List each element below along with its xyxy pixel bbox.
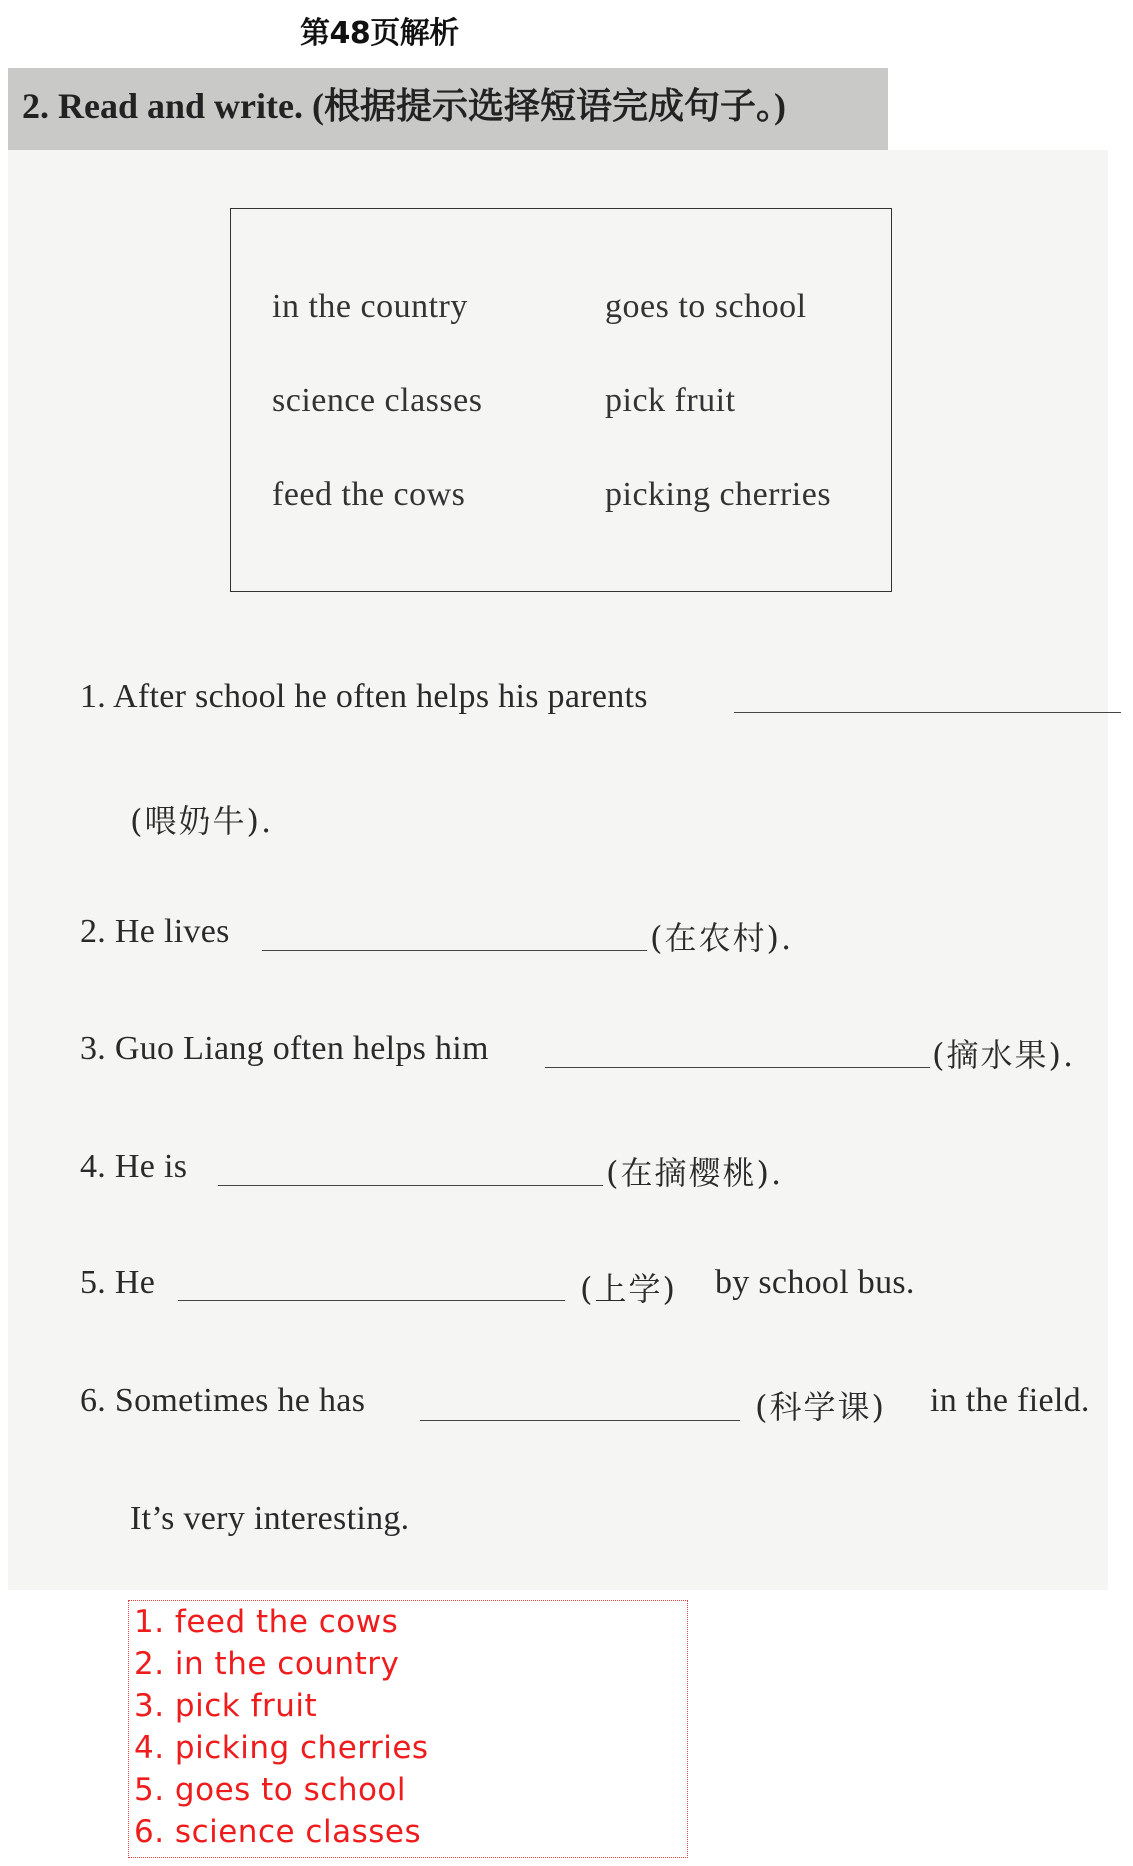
- sentence-4-hint: (在摘樱桃).: [606, 1154, 784, 1192]
- sentence-4-blank[interactable]: [218, 1185, 603, 1186]
- sentence-1-hint: (喂奶牛).: [130, 802, 274, 840]
- sentence-3-text: 3. Guo Liang often helps him: [80, 1030, 489, 1067]
- word-bank-phrase: science classes: [272, 382, 483, 419]
- answer-item: 3. pick fruit: [134, 1688, 318, 1724]
- sentence-3-hint: (摘水果).: [932, 1036, 1076, 1074]
- page-title: 第48页解析: [300, 16, 459, 51]
- sentence-1-blank[interactable]: [734, 712, 1121, 713]
- sentence-6-text: 6. Sometimes he has: [80, 1382, 366, 1419]
- answer-item: 1. feed the cows: [134, 1604, 399, 1640]
- sentence-2-blank[interactable]: [262, 950, 647, 951]
- word-bank-phrase: in the country: [272, 288, 468, 325]
- answer-item: 2. in the country: [134, 1646, 400, 1682]
- sentence-6-blank[interactable]: [420, 1420, 740, 1421]
- word-bank-phrase: feed the cows: [272, 476, 466, 513]
- sentence-5-blank[interactable]: [178, 1300, 565, 1301]
- word-bank-phrase: pick fruit: [605, 382, 736, 419]
- sentence-5-hint: (上学): [580, 1270, 677, 1308]
- sentence-4-text: 4. He is: [80, 1148, 188, 1185]
- sentence-5-text: 5. He: [80, 1264, 156, 1301]
- answer-item: 6. science classes: [134, 1814, 422, 1850]
- sentence-6-ending: in the field.: [930, 1382, 1090, 1419]
- exercise-heading: 2. Read and write. (根据提示选择短语完成句子。): [22, 86, 786, 126]
- sentence-5-ending: by school bus.: [715, 1264, 915, 1301]
- answer-item: 4. picking cherries: [134, 1730, 429, 1766]
- sentence-2-text: 2. He lives: [80, 913, 230, 950]
- sentence-6-hint: (科学课): [755, 1388, 886, 1426]
- answer-item: 5. goes to school: [134, 1772, 407, 1808]
- sentence-6-continuation: It’s very interesting.: [130, 1500, 410, 1537]
- word-bank-phrase: picking cherries: [605, 476, 832, 513]
- sentence-3-blank[interactable]: [545, 1067, 930, 1068]
- sentence-2-hint: (在农村).: [650, 919, 794, 957]
- sentence-1-text: 1. After school he often helps his parents: [80, 678, 648, 715]
- word-bank-phrase: goes to school: [605, 288, 807, 325]
